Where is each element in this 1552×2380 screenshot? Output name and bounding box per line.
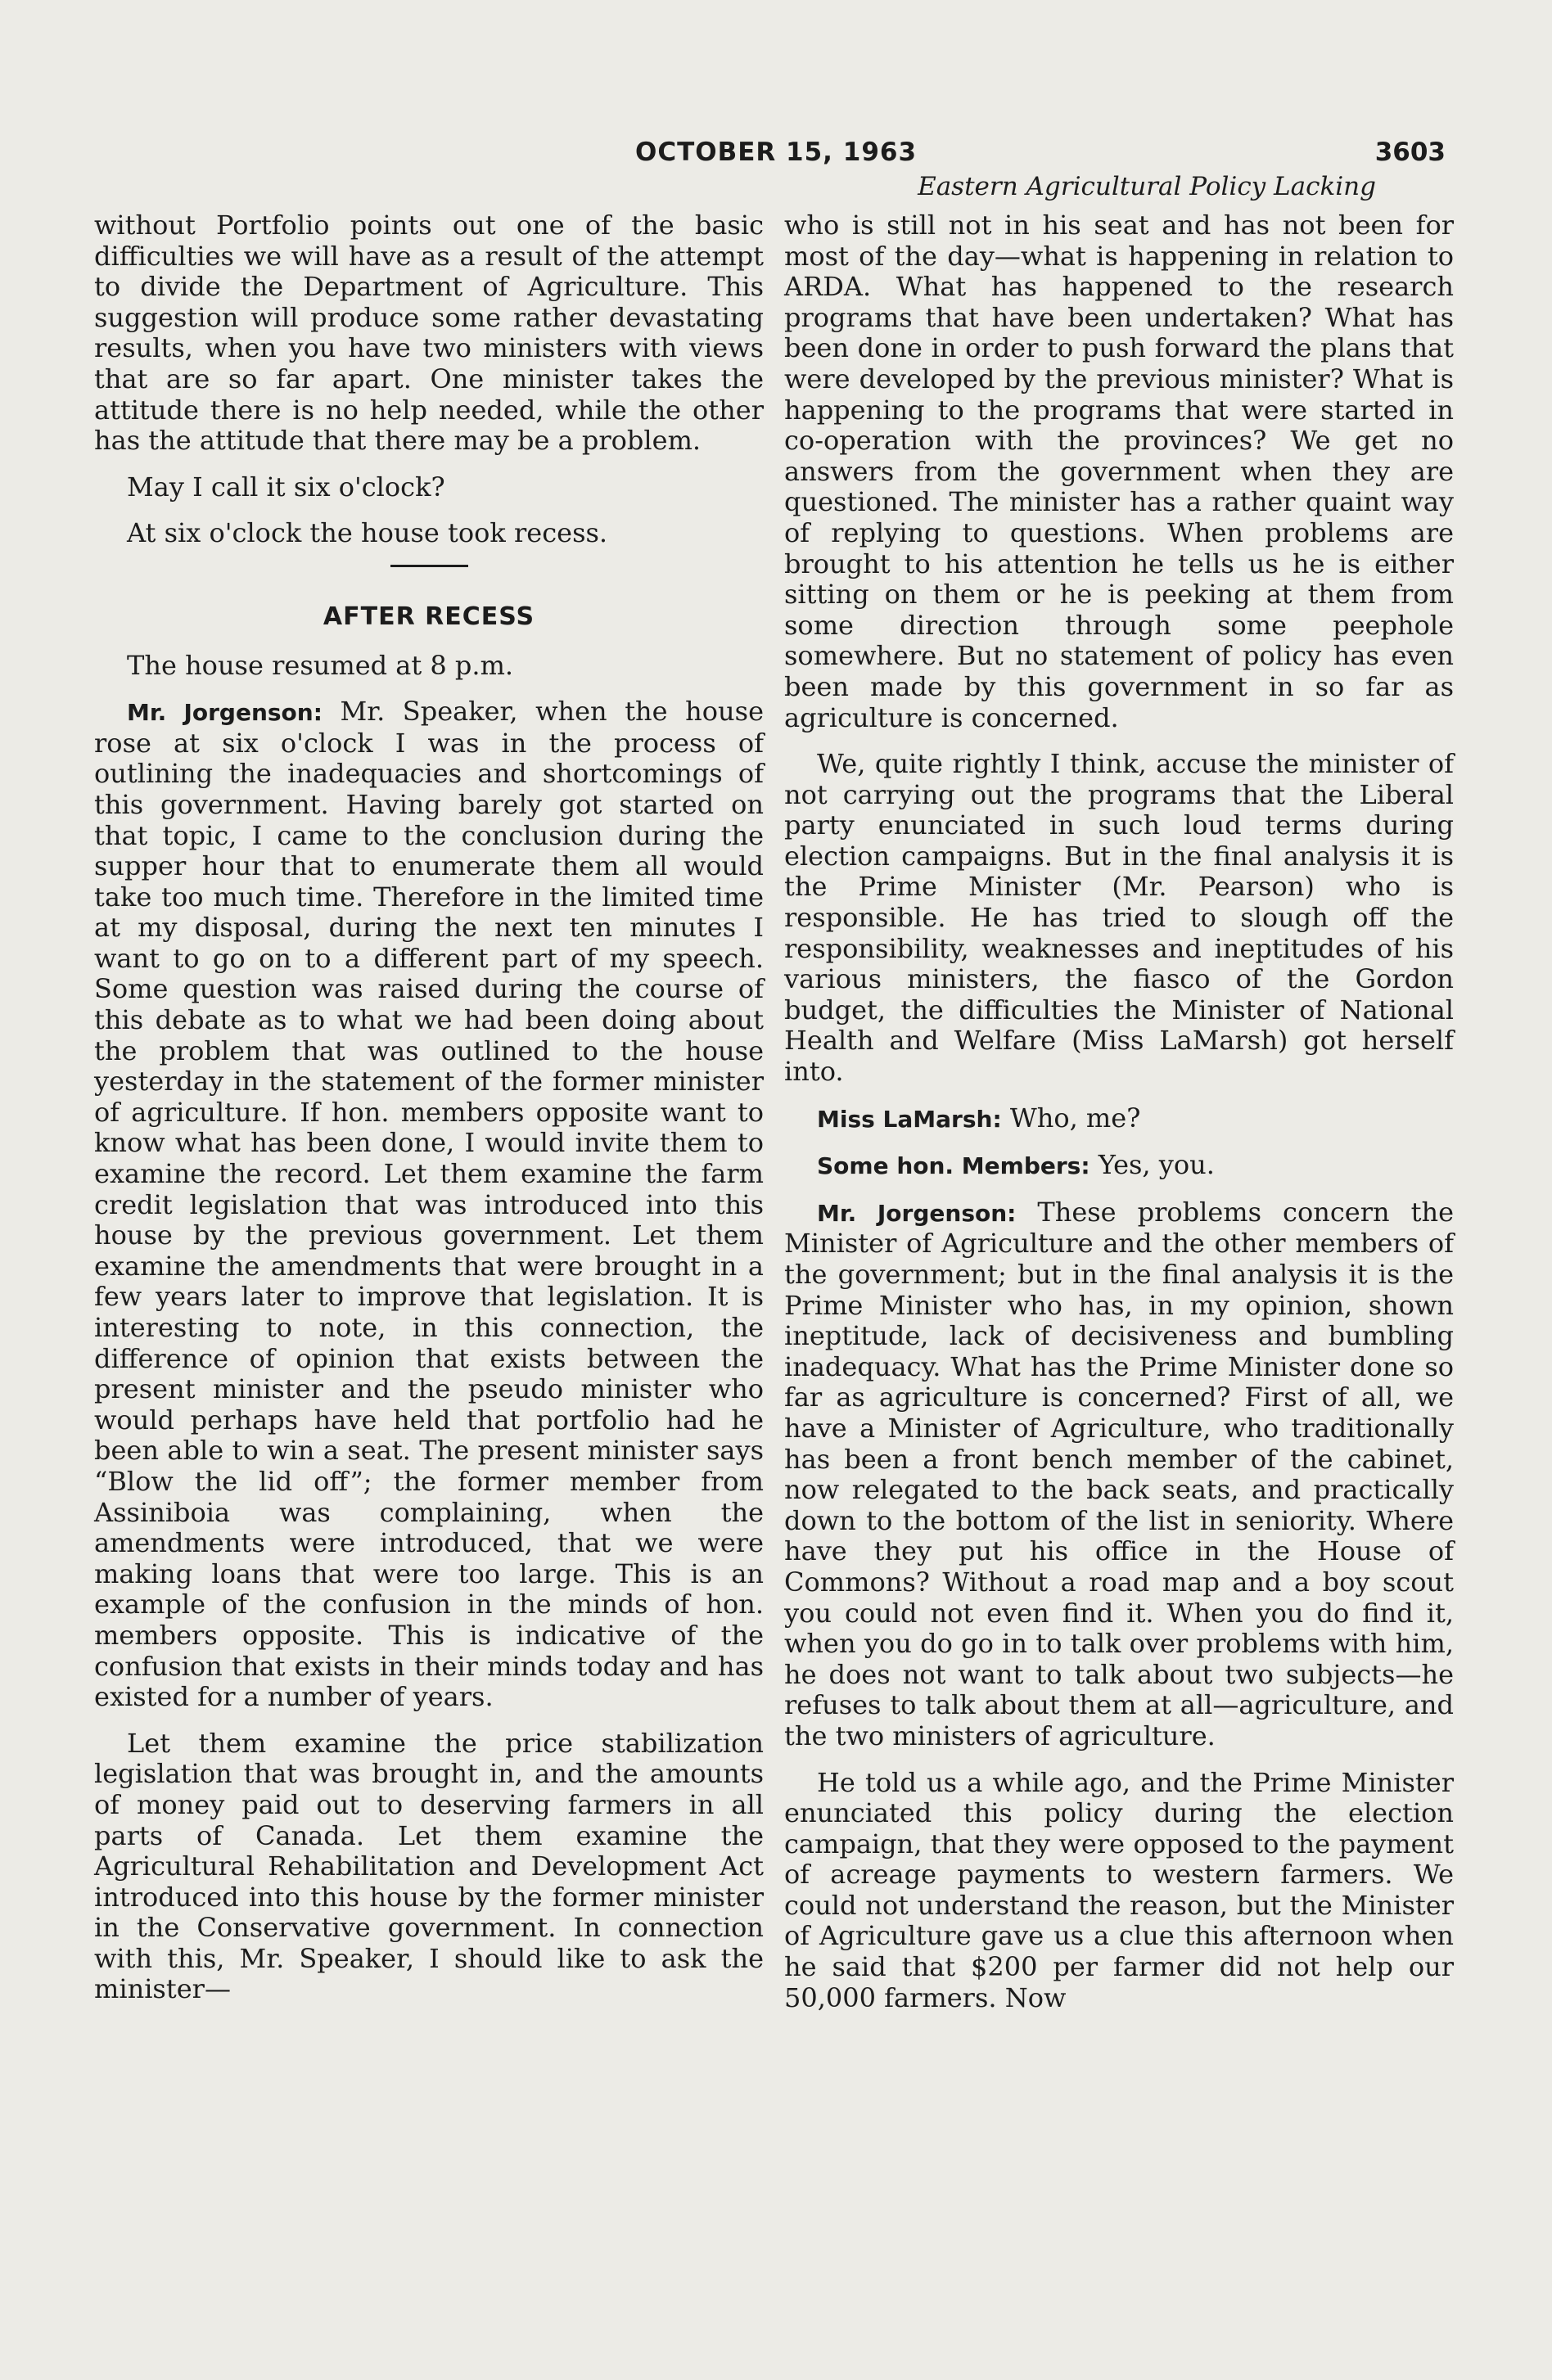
subject-heading: Eastern Agricultural Policy Lacking [918, 172, 1376, 201]
paragraph: He told us a while ago, and the Prime Minister enunciated this policy during the election campaign, that they were opposed to the payment of acreage payments to western farmers. We could not understand the reason, but the Minister of Agriculture gave us a clue this afternoon when he said that $200 per farmer did not help our 50,000 farmers. Now [784, 1766, 1454, 2013]
page-date: OCTOBER 15, 1963 [634, 137, 918, 167]
speaker-name: Mr. Jorgenson: [127, 699, 323, 727]
paragraph: We, quite rightly I think, accuse the minister of not carrying out the programs that the Liberal party enunciated in such loud terms during election campaigns. But in the final analysis it is the Prime Minister (Mr. Pearson) who is responsible. He has tried to slough off the responsibility, weaknesses and ineptitudes of his various ministers, the fiasco of the Gordon budget, the difficulties the Minister of National Health and Welfare (Miss LaMarsh) got herself into. [784, 748, 1454, 1088]
page-number: 3603 [1374, 137, 1446, 167]
right-column [784, 210, 1454, 2029]
paragraph: who is still not in his seat and has not been for most of the day—what is happening in relation to ARDA. What has happened to the research programs that have been undertaken? What has been done in order to push forward the plans that were developed by the previous minister? What is happening to the programs that were started in co-operation with the provinces? We get no answers from the government when they are questioned. The minister has a rather quaint way of replying to questions. When problems are brought to his attention he tells us he is either sitting on them or he is peeking at them from some direction through some peephole somewhere. But no statement of policy has even been made by this government in so far as agriculture is concerned. [784, 210, 1454, 733]
paragraph: At six o'clock the house took recess. [127, 517, 608, 549]
speech-paragraph [784, 1197, 1454, 1752]
speech-text: Mr. Speaker, when the house rose at six o'clock I was in the process of outlining the inadequacies and shortcomings of this government. Having barely got started on that topic, I came to the conclusion during the supper hour that to enumerate them all would take too much time. Therefore in the limited time at my disposal, during the next ten minutes I want to go on to a different part of my speech. Some question was raised during the course of this debate as to what we had been doing about the problem that was outlined to the house yesterday in the statement of the former minister of agriculture. If hon. members opposite want to know what has been done, I would invite them to examine the record. Let them examine the farm credit legislation that was introduced into this house by the previous government. Let them examine the amendments that were brought in a few years later to improve that legislation. It is interesting to note, in this connection, the difference of opinion that exists between the present minister and the pseudo minister who would perhaps have held that portfolio had he been able to win a seat. The present minister says “Blow the lid off”; the former member from Assiniboia was complaining, when the amendments were introduced, that we were making loans that were too large. This is an example of the confusion in the minds of hon. members opposite. This is indicative of the confusion that exists in their minds today and has existed for a number of years. [94, 696, 765, 1713]
paragraph: The house resumed at 8 p.m. [127, 649, 514, 681]
speech-paragraph [94, 696, 764, 1713]
speech-paragraph [784, 1103, 1454, 1135]
speech-text: Yes, you. [1098, 1149, 1215, 1181]
speech-text: These problems concern the Minister of Agriculture and the other members of the government; but in the final analysis it is the Prime Minister who has, in my opinion, shown ineptitude, lack of decisiveness and bumbling inadequacy. What has the Prime Minister done so far as agriculture is concerned? First of all, we have a Minister of Agriculture, who traditionally has been a front bench member of the cabinet, now relegated to the back seats, and practically down to the bottom of the list in seniority. Where have they put his office in the House of Commons? Without a road map and a boy scout you could not even find it. When you do find it, when you do go in to talk over problems with him, he does not want to talk about two subjects—he refuses to talk about them at all—agriculture, and the two ministers of agriculture. [784, 1196, 1455, 1751]
left-column [94, 210, 764, 2021]
section-heading: AFTER RECESS [323, 602, 535, 631]
speaker-name: Miss LaMarsh: [817, 1105, 1002, 1133]
speaker-name: Mr. Jorgenson: [817, 1199, 1017, 1227]
paragraph: without Portfolio points out one of the basic difficulties we will have as a result of the attempt to divide the Department of Agriculture. This suggestion will produce some rather devastating results, when you have two ministers with views that are so far apart. One minister takes the attitude there is no help needed, while the other has the attitude that there may be a problem. [94, 210, 764, 457]
speech-text: Who, me? [1009, 1102, 1141, 1134]
speaker-name: Some hon. Members: [817, 1152, 1090, 1180]
paragraph: May I call it six o'clock? [127, 471, 445, 503]
section-divider [390, 565, 468, 567]
speech-paragraph [784, 1150, 1454, 1182]
paragraph: Let them examine the price stabilization legislation that was brought in, and the amounts of money paid out to deserving farmers in all parts of Canada. Let them examine the Agricultural Rehabilitation and Development Act introduced into this house by the former minister in the Conservative government. In connection with this, Mr. Speaker, I should like to ask the minister— [94, 1727, 764, 2005]
